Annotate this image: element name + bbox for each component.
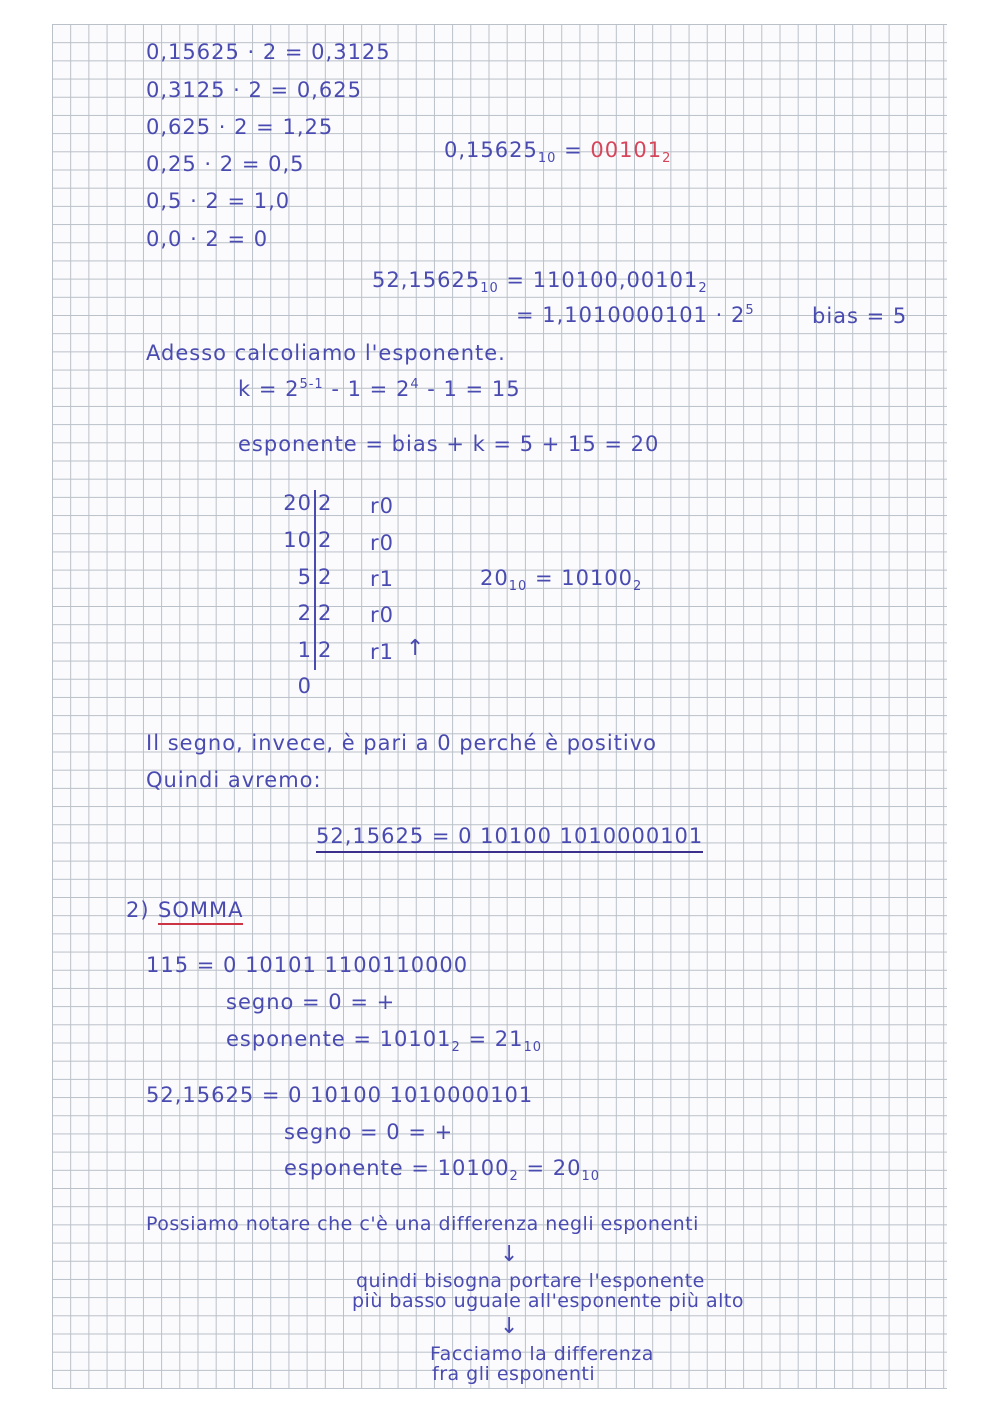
dividend-6: 0 bbox=[297, 674, 312, 698]
sign-line-2: Quindi avremo: bbox=[146, 768, 322, 792]
number-binary-base-in: 10 bbox=[480, 281, 499, 297]
fraction-result-base-out: 2 bbox=[662, 151, 672, 167]
fraction-step-4: 0,25 · 2 = 0,5 bbox=[146, 152, 305, 176]
division-result bbox=[480, 568, 642, 593]
remainder-2: r0 bbox=[370, 531, 394, 555]
final-representation: 52,15625 = 0 10100 1010000101 bbox=[316, 826, 703, 853]
dividend-4: 2 bbox=[297, 601, 312, 625]
arrow-down-icon: ↓ bbox=[500, 1242, 519, 1267]
arrow-up-icon: ↑ bbox=[406, 636, 425, 661]
somma-note-5: fra gli esponenti bbox=[432, 1363, 596, 1385]
divisor-5: 2 bbox=[318, 638, 333, 662]
k-formula-c: - 1 = 15 bbox=[419, 377, 521, 401]
dividend-2: 10 bbox=[283, 528, 312, 552]
bias-value: bias = 5 bbox=[812, 304, 908, 328]
somma-a-line: 115 = 0 10101 1100110000 bbox=[146, 953, 469, 977]
somma-a-esp: esponente = 10101 bbox=[226, 1027, 452, 1051]
somma-a-esp-base: 2 bbox=[451, 1040, 461, 1056]
somma-heading: SOMMA bbox=[158, 900, 243, 925]
somma-note-3: più basso uguale all'esponente più alto bbox=[352, 1290, 744, 1312]
somma-b-line: 52,15625 = 0 10100 1010000101 bbox=[146, 1083, 534, 1107]
remainder-5: r1 bbox=[370, 640, 394, 664]
remainder-4: r0 bbox=[370, 603, 394, 627]
fraction-step-1: 0,15625 · 2 = 0,3125 bbox=[146, 40, 391, 64]
fraction-result-rhs: 00101 bbox=[590, 138, 663, 162]
division-result-base-in: 10 bbox=[508, 579, 528, 595]
number-binary-rhs: 110100,00101 bbox=[532, 268, 699, 292]
division-bar bbox=[314, 490, 316, 670]
somma-a-esp-eq: = 21 bbox=[460, 1027, 524, 1051]
fraction-result-base-in: 10 bbox=[537, 151, 557, 167]
somma-b-esp-base: 2 bbox=[509, 1169, 519, 1185]
division-result-lhs: 20 bbox=[480, 566, 509, 590]
divisor-1: 2 bbox=[318, 491, 333, 515]
somma-a-esp-base2: 10 bbox=[523, 1040, 542, 1056]
k-formula-b: - 1 = 2 bbox=[323, 377, 411, 401]
number-binary-eq: = bbox=[498, 268, 533, 292]
divisor-3: 2 bbox=[318, 565, 333, 589]
somma-a-segno: segno = 0 = + bbox=[226, 990, 396, 1014]
fraction-step-6: 0,0 · 2 = 0 bbox=[146, 227, 269, 251]
dividend-3: 5 bbox=[297, 565, 312, 589]
k-formula-b-exp: 4 bbox=[410, 377, 420, 392]
arrow-down-icon-2: ↓ bbox=[500, 1314, 519, 1339]
fraction-result-lhs: 0,15625 bbox=[444, 138, 538, 162]
somma-note-2: quindi bisogna portare l'esponente bbox=[356, 1270, 705, 1292]
fraction-step-3: 0,625 · 2 = 1,25 bbox=[146, 115, 334, 139]
exponent-heading: Adesso calcoliamo l'esponente. bbox=[146, 341, 506, 365]
esponente-formula: esponente = bias + k = 5 + 15 = 20 bbox=[238, 432, 660, 456]
normalized-mantissa: = 1,1010000101 · 2 bbox=[516, 303, 746, 327]
dividend-1: 20 bbox=[283, 491, 312, 515]
remainder-1: r0 bbox=[370, 494, 394, 518]
somma-b-esp-eq: = 20 bbox=[518, 1156, 582, 1180]
division-result-base-out: 2 bbox=[633, 579, 643, 595]
normalized-form bbox=[516, 304, 755, 326]
division-result-rhs: = 10100 bbox=[527, 566, 634, 590]
number-binary bbox=[372, 270, 708, 295]
somma-b-esponente bbox=[284, 1158, 600, 1183]
dividend-5: 1 bbox=[297, 638, 312, 662]
somma-a-esponente bbox=[226, 1029, 542, 1054]
k-formula-a: k = 2 bbox=[238, 377, 300, 401]
somma-note-4: Facciamo la differenza bbox=[430, 1343, 654, 1365]
somma-note-1: Possiamo notare che c'è una differenza negli esponenti bbox=[146, 1213, 699, 1235]
somma-b-segno: segno = 0 = + bbox=[284, 1120, 454, 1144]
normalized-exponent: 5 bbox=[745, 303, 755, 318]
somma-b-esp: esponente = 10100 bbox=[284, 1156, 510, 1180]
number-binary-lhs: 52,15625 bbox=[372, 268, 481, 292]
somma-number: 2) bbox=[126, 898, 150, 922]
fraction-result bbox=[444, 140, 671, 165]
somma-b-esp-base2: 10 bbox=[581, 1169, 600, 1185]
sign-line-1: Il segno, invece, è pari a 0 perché è positivo bbox=[146, 731, 657, 755]
number-binary-base-out: 2 bbox=[698, 281, 708, 297]
divisor-4: 2 bbox=[318, 601, 333, 625]
k-formula bbox=[238, 378, 521, 400]
remainder-3: r1 bbox=[370, 567, 394, 591]
fraction-step-2: 0,3125 · 2 = 0,625 bbox=[146, 78, 362, 102]
k-formula-a-exp: 5-1 bbox=[299, 377, 324, 392]
fraction-result-eq: = bbox=[556, 138, 591, 162]
fraction-step-5: 0,5 · 2 = 1,0 bbox=[146, 189, 291, 213]
divisor-2: 2 bbox=[318, 528, 333, 552]
